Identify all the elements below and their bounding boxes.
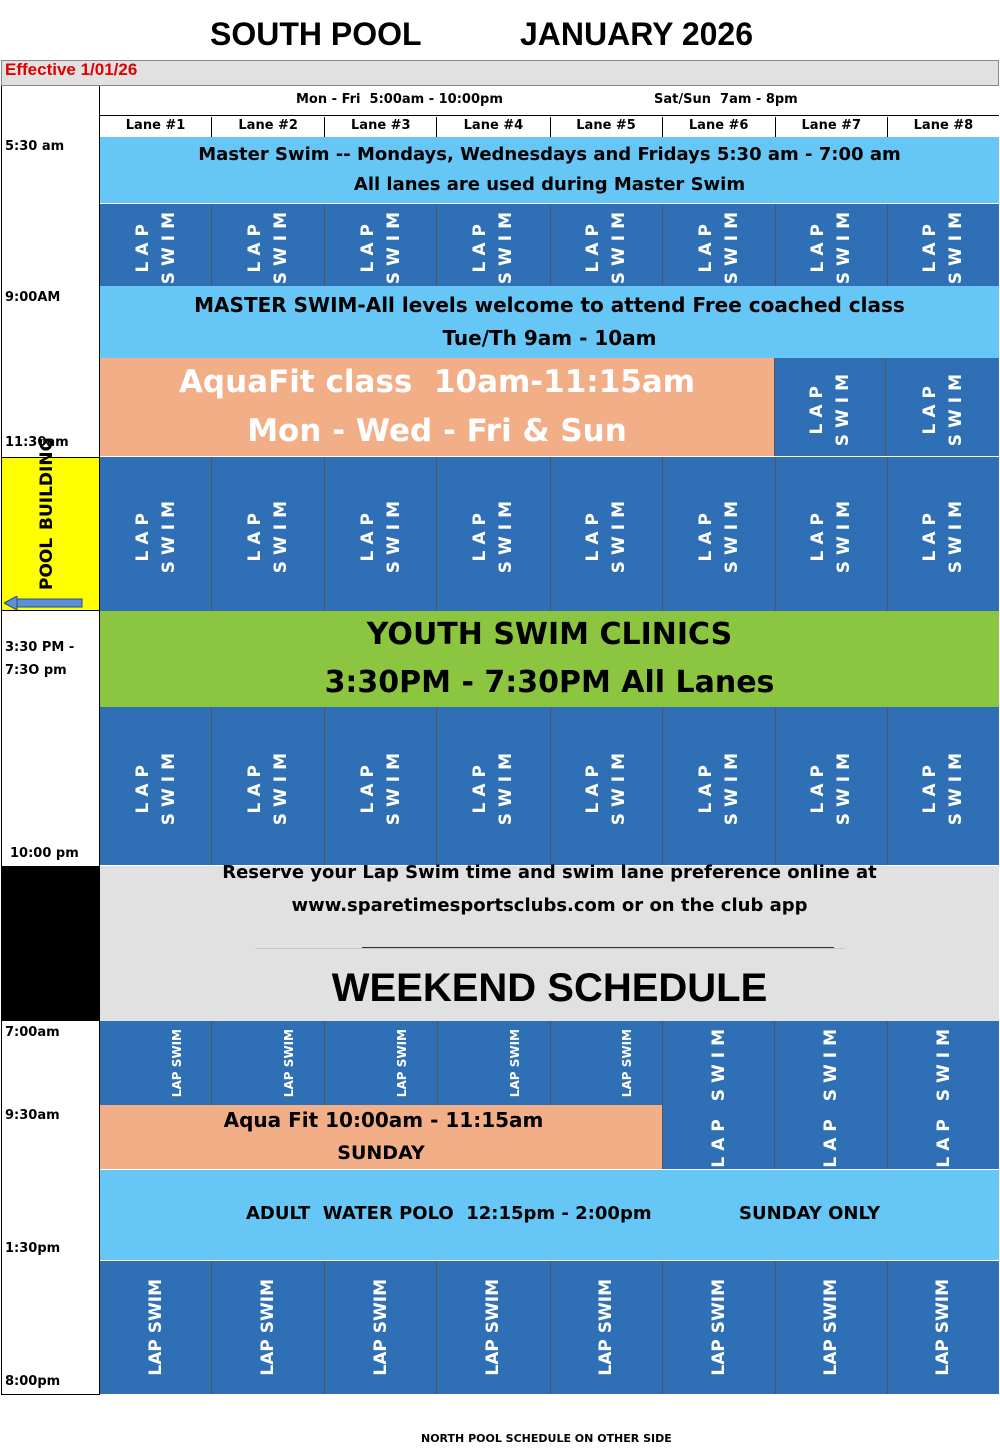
lap-row-1 [100, 204, 999, 286]
month-title: JANUARY 2026 [520, 16, 753, 52]
lane-header-3: Lane #3 [325, 117, 437, 137]
aquafit-line2: Mon - Wed - Fri & Sun [247, 413, 627, 449]
time-800pm: 8:00pm [5, 1374, 61, 1389]
weekend-schedule-title: WEEKEND SCHEDULE [331, 966, 768, 1010]
effective-date: Effective 1/01/26 [5, 60, 138, 79]
weekend-aquafit-line2: SUNDAY [337, 1142, 425, 1164]
lap-cell: LAP SWIM [551, 1021, 662, 1105]
lap-cell: LAP SWIM [100, 1021, 212, 1105]
lane-header-4: Lane #4 [437, 117, 550, 137]
lane-header-7: Lane #7 [776, 117, 888, 137]
reserve-line2: www.sparetimesportsclubs.com or on the club app [291, 895, 808, 916]
master-swim-coached-block [100, 286, 999, 358]
lap-cell: LAP SWIM [212, 1021, 325, 1105]
lap-cell: LAP SWIM [551, 707, 663, 865]
time-930am: 9:30am [5, 1108, 60, 1123]
weekend-lap-row-early [100, 1021, 662, 1105]
lap-cell: LAP SWIM [325, 204, 437, 286]
lap-cell: LAP SWIM [663, 1261, 776, 1394]
lap-cell: LAP SWIM [212, 1261, 325, 1394]
time-700am: 7:00am [5, 1025, 60, 1040]
lap-cell: LAP SWIM [212, 457, 325, 611]
lap-cell: LAP SWIM [437, 457, 550, 611]
lap-cell: LAP SWIM [551, 204, 663, 286]
time-1130: 11:30am [5, 435, 69, 450]
lap-cell: LAP SWIM [776, 1261, 888, 1394]
lap-row-3 [100, 707, 999, 865]
lap-cell: LAP SWIM [888, 457, 999, 611]
lap-cell: LAP SWIM [888, 707, 999, 865]
lane-header-row [100, 117, 999, 137]
lap-cell: LAP SWIM [663, 457, 776, 611]
effective-bar [1, 60, 999, 86]
lap-cell: LAP SWIM [776, 457, 888, 611]
lap-cell: LAP SWIM [325, 1021, 437, 1105]
time-730: 7:3O pm [5, 663, 67, 678]
master-swim-block [100, 137, 999, 203]
time-330: 3:30 PM - [5, 640, 75, 655]
pool-label: POOL [37, 537, 57, 590]
master-swim-line2: All lanes are used during Master Swim [353, 174, 746, 195]
weekday-hours: Mon - Fri 5:00am - 10:00pm [296, 92, 503, 107]
time-column [1, 86, 100, 1395]
lap-cell: LAP SWIM [437, 707, 550, 865]
lap-cell: LAP SWIM [438, 1021, 551, 1105]
lap-cell: LAP SWIM [775, 1021, 888, 1169]
lap-cell: LAP SWIM [662, 1021, 775, 1169]
time-130pm: 1:30pm [5, 1241, 61, 1256]
lap-cell: LAP SWIM [100, 457, 212, 611]
lap-cell: LAP SWIM [100, 707, 212, 865]
lap-cell: LAP SWIM [437, 204, 550, 286]
lap-cell: LAP SWIM [888, 1261, 999, 1394]
pool-building-label [37, 437, 57, 590]
lap-cell: LAP SWIM [100, 204, 212, 286]
lane-header-1: Lane #1 [100, 117, 212, 137]
lap-cell: LAP SWIM [776, 204, 888, 286]
youth-clinics-line2: 3:30PM - 7:30PM All Lanes [324, 665, 775, 700]
lane-header-5: Lane #5 [551, 117, 663, 137]
aquafit-block [100, 358, 774, 456]
weekend-aquafit-block [100, 1105, 662, 1169]
lap-cell-lane7-aquafit: LAP SWIM [774, 358, 886, 456]
sunday-only-label: SUNDAY ONLY [739, 1203, 881, 1224]
weekend-lap-lanes-6-8 [662, 1021, 999, 1169]
weekend-hours: Sat/Sun 7am - 8pm [654, 92, 798, 107]
time-900: 9:00AM [5, 290, 61, 305]
water-polo-label: ADULT WATER POLO 12:15pm - 2:00pm [246, 1203, 652, 1224]
lap-cell: LAP SWIM [212, 204, 325, 286]
master-swim-coached-line2: Tue/Th 9am - 10am [442, 326, 657, 350]
lane-header-8: Lane #8 [913, 118, 974, 133]
aquafit-line1: AquaFit class 10am-11:15am [178, 364, 696, 400]
lap-cell: LAP SWIM [888, 1021, 999, 1169]
lap-cell: LAP SWIM [776, 707, 888, 865]
master-swim-line1: Master Swim -- Mondays, Wednesdays and Fridays 5:30 am - 7:00 am [198, 144, 901, 165]
youth-clinics-line1: YOUTH SWIM CLINICS [366, 617, 733, 652]
lap-cell-lane8-aquafit: LAP SWIM [886, 358, 999, 456]
lap-cell: LAP SWIM [551, 1261, 663, 1394]
lap-cell: LAP SWIM [663, 707, 776, 865]
lap-cell: LAP SWIM [325, 457, 437, 611]
black-divider-block [1, 866, 100, 1021]
lap-cell: LAP SWIM [437, 1261, 550, 1394]
table-bottom-border [1, 1394, 100, 1395]
lap-cell: LAP SWIM [325, 707, 437, 865]
lap-cell: LAP SWIM [551, 457, 663, 611]
pool-title: SOUTH POOL [210, 16, 422, 52]
reserve-line1: Reserve your Lap Swim time and swim lane preference online at [222, 862, 877, 883]
time-530: 5:30 am [5, 139, 65, 154]
footer-note: NORTH POOL SCHEDULE ON OTHER SIDE [421, 1432, 672, 1445]
arrow-left-icon [4, 596, 84, 610]
lap-cell: LAP SWIM [663, 204, 776, 286]
lane-header-2: Lane #2 [212, 117, 325, 137]
divider-line-faint [255, 948, 845, 949]
lap-cell: LAP SWIM [888, 204, 999, 286]
master-swim-coached-line1: MASTER SWIM-All levels welcome to attend Free coached class [194, 293, 905, 317]
lap-cell: LAP SWIM [325, 1261, 437, 1394]
lap-row-2 [100, 457, 999, 611]
weekend-lap-row-late [100, 1261, 999, 1394]
hours-row [100, 86, 999, 116]
lane-header-6: Lane #6 [663, 117, 776, 137]
building-label: BUILDING [37, 437, 57, 530]
lap-cell: LAP SWIM [212, 707, 325, 865]
time-1000pm: 10:00 pm [10, 846, 79, 861]
youth-clinics-block [100, 611, 999, 707]
weekend-aquafit-line1: Aqua Fit 10:00am - 11:15am [223, 1108, 544, 1132]
lap-cell: LAP SWIM [100, 1261, 212, 1394]
